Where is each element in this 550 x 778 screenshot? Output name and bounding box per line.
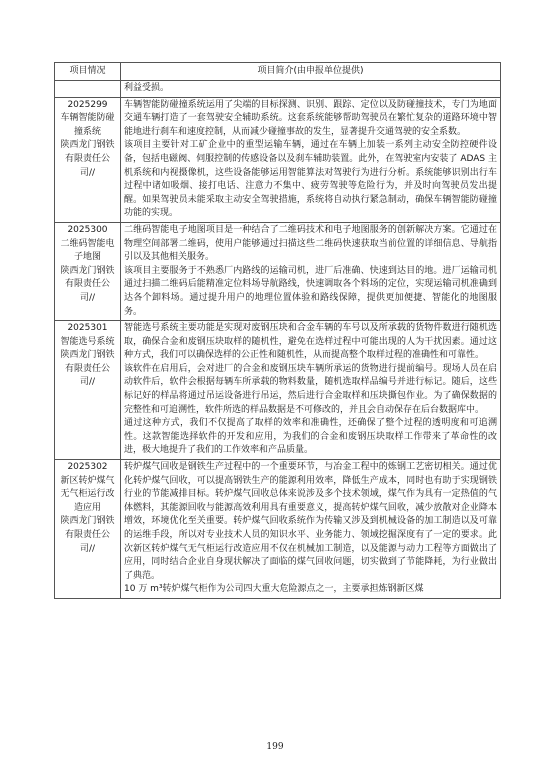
- project-info-cell: [55, 321, 121, 460]
- project-desc-cell: [121, 321, 501, 460]
- project-info-cell: [55, 222, 121, 320]
- page-number: 199: [266, 742, 284, 752]
- desc-paragraph: 车辆智能防碰撞系统运用了尖端的目标探测、识别、跟踪、定位以及防碰撞技术，专门为地面交通车辆打造了一套驾驶安全辅助系统。这套系统能够帮助驾驶员在繁忙复杂的道路环境中智能地进行刹车和速度控制，从而减少碰撞事故的发生，显著提升交通驾驶的安全系数。: [124, 99, 497, 137]
- desc-paragraph: 智能选号系统主要功能是实现对废钢压块和合金车辆的车号以及所承载的货物件数进行随机选取，确保合金和废钢压块取样的随机性，避免在选样过程中可能出现的人为干扰因素。通过这种方式，我们可以确保选样的公正性和随机性，从而提高整个取样过程的准确性和可靠性。: [124, 323, 497, 361]
- table-row: [55, 321, 501, 460]
- desc-paragraph: 该项目主要服务于不熟悉厂内路线的运输司机，进厂后准确、快速到达目的地。进厂运输司机通过扫描二维码后能精准定位料场导航路线，快速调取各个料场的定位，实现运输司机准确到达各个卸料场。通过提升用户的地理位置体验和路线保障，提供更加便捷、智能化的地图服务。: [124, 265, 497, 317]
- desc-paragraph: 该项目主要针对工矿企业中的重型运输车辆，通过在车辆上加装一系列主动安全防控硬件设备，包括电磁阀、伺服控制的传感设备以及刹车辅助装置。此外，在驾驶室内安装了 ADAS 主机系统和内视摄像机，这些设备能够运用智能算法对驾驶行为进行分析。系统能够识别出行车过程中诸如吸烟、接打电话、注意力不集中、疲劳驾驶等危险行为，并及时向驾驶员发出提醒。如果驾驶员未能采取主动安全驾驶措施，系统将自动执行紧急制动，确保车辆智能防碰撞功能的实现。: [124, 140, 497, 219]
- desc-paragraph: 通过这种方式，我们不仅提高了取样的效率和准确性，还确保了整个过程的透明度和可追溯性。这款智能选择软件的开发和应用，为我们的合金和废钢压块取样工作带来了革命性的改进，极大地提升了我们的工作效率和产品质量。: [124, 418, 497, 456]
- header-project-summary: 项目简介(由申报单位提供): [121, 63, 501, 81]
- project-info-text: 2025301 智能选号系统 陕西龙门钢铁有限责任公司//: [60, 323, 115, 388]
- project-info-cell: [55, 97, 121, 222]
- table-row: [55, 97, 501, 222]
- desc-paragraph: 10 万 m³转炉煤气柜作为公司四大重大危险源点之一，主要承担炼钢新区煤: [124, 584, 424, 595]
- desc-paragraph: 该软件在启用后，会对进厂的合金和废钢压块车辆所承运的货物进行提前编号。现场人员在启动软件后，软件会根据每辆车所承载的物料数量，随机选取样品编号并进行标记。随后，这些标记好的样品将通过吊运设备进行吊运，然后进行合金取样和压块撕包作业。为了确保数据的完整性和可追溯性，软件所选的样品数据是不可修改的，并且会自动保存在后台数据库中。: [124, 363, 497, 415]
- project-desc-cell: [121, 97, 501, 222]
- project-info-text: 2025302 新区转炉煤气无气柜运行改造应用 陕西龙门钢铁有限责任公司//: [60, 462, 115, 554]
- table-row: [55, 222, 501, 320]
- continuation-desc-cell: 利益受损。: [121, 81, 501, 98]
- project-table: [54, 62, 501, 599]
- project-info-text: 2025300 二维码智能电子地图 陕西龙门钢铁有限责任公司//: [60, 224, 115, 303]
- header-project-info: 项目情况: [55, 63, 121, 81]
- project-desc-cell: [121, 460, 501, 599]
- table-row-continuation: [55, 81, 501, 98]
- project-desc-cell: [121, 222, 501, 320]
- table-header-row: [55, 63, 501, 81]
- desc-paragraph: 二维码智能电子地图项目是一种结合了二维码技术和电子地图服务的创新解决方案。它通过在物理空间部署二维码，使用户能够通过扫描这些二维码快速获取当前位置的详细信息、导航指引以及其他相关服务。: [124, 224, 497, 263]
- table-row: [55, 460, 501, 599]
- continuation-info-cell: [55, 81, 121, 98]
- desc-paragraph: 转炉煤气回收是钢铁生产过程中的一个重要环节，与冶金工程中的炼钢工艺密切相关。通过优化转炉煤气回收，可以提高钢铁生产的能源利用效率，降低生产成本，同时也有助于实现钢铁行业的节能减排目标。转炉煤气回收总体来说涉及多个技术领域，煤气作为具有一定热值的气体燃料，其能源回收与能源高效利用具有重要意义，提高转炉煤气回收，减少放散对企业降本增效，环境优化至关重要。转炉煤气回收系统作为传输又涉及到机械设备的加工制造以及可靠的运维手段，所以对专业技术人员的知识水平、业务能力、领域挖掘深度有了一定的要求。此次新区转炉煤气无气柜运行改造应用不仅在机械加工制造，以及能源与动力工程等方面做出了应用，同时结合企业自身现状解决了面临的煤气回收问题，切实做到了节能降耗，为行业做出了典范。: [124, 462, 497, 581]
- project-info-text: 2025299 车辆智能防碰撞系统 陕西龙门钢铁有限责任公司//: [60, 99, 115, 178]
- project-info-cell: [55, 460, 121, 599]
